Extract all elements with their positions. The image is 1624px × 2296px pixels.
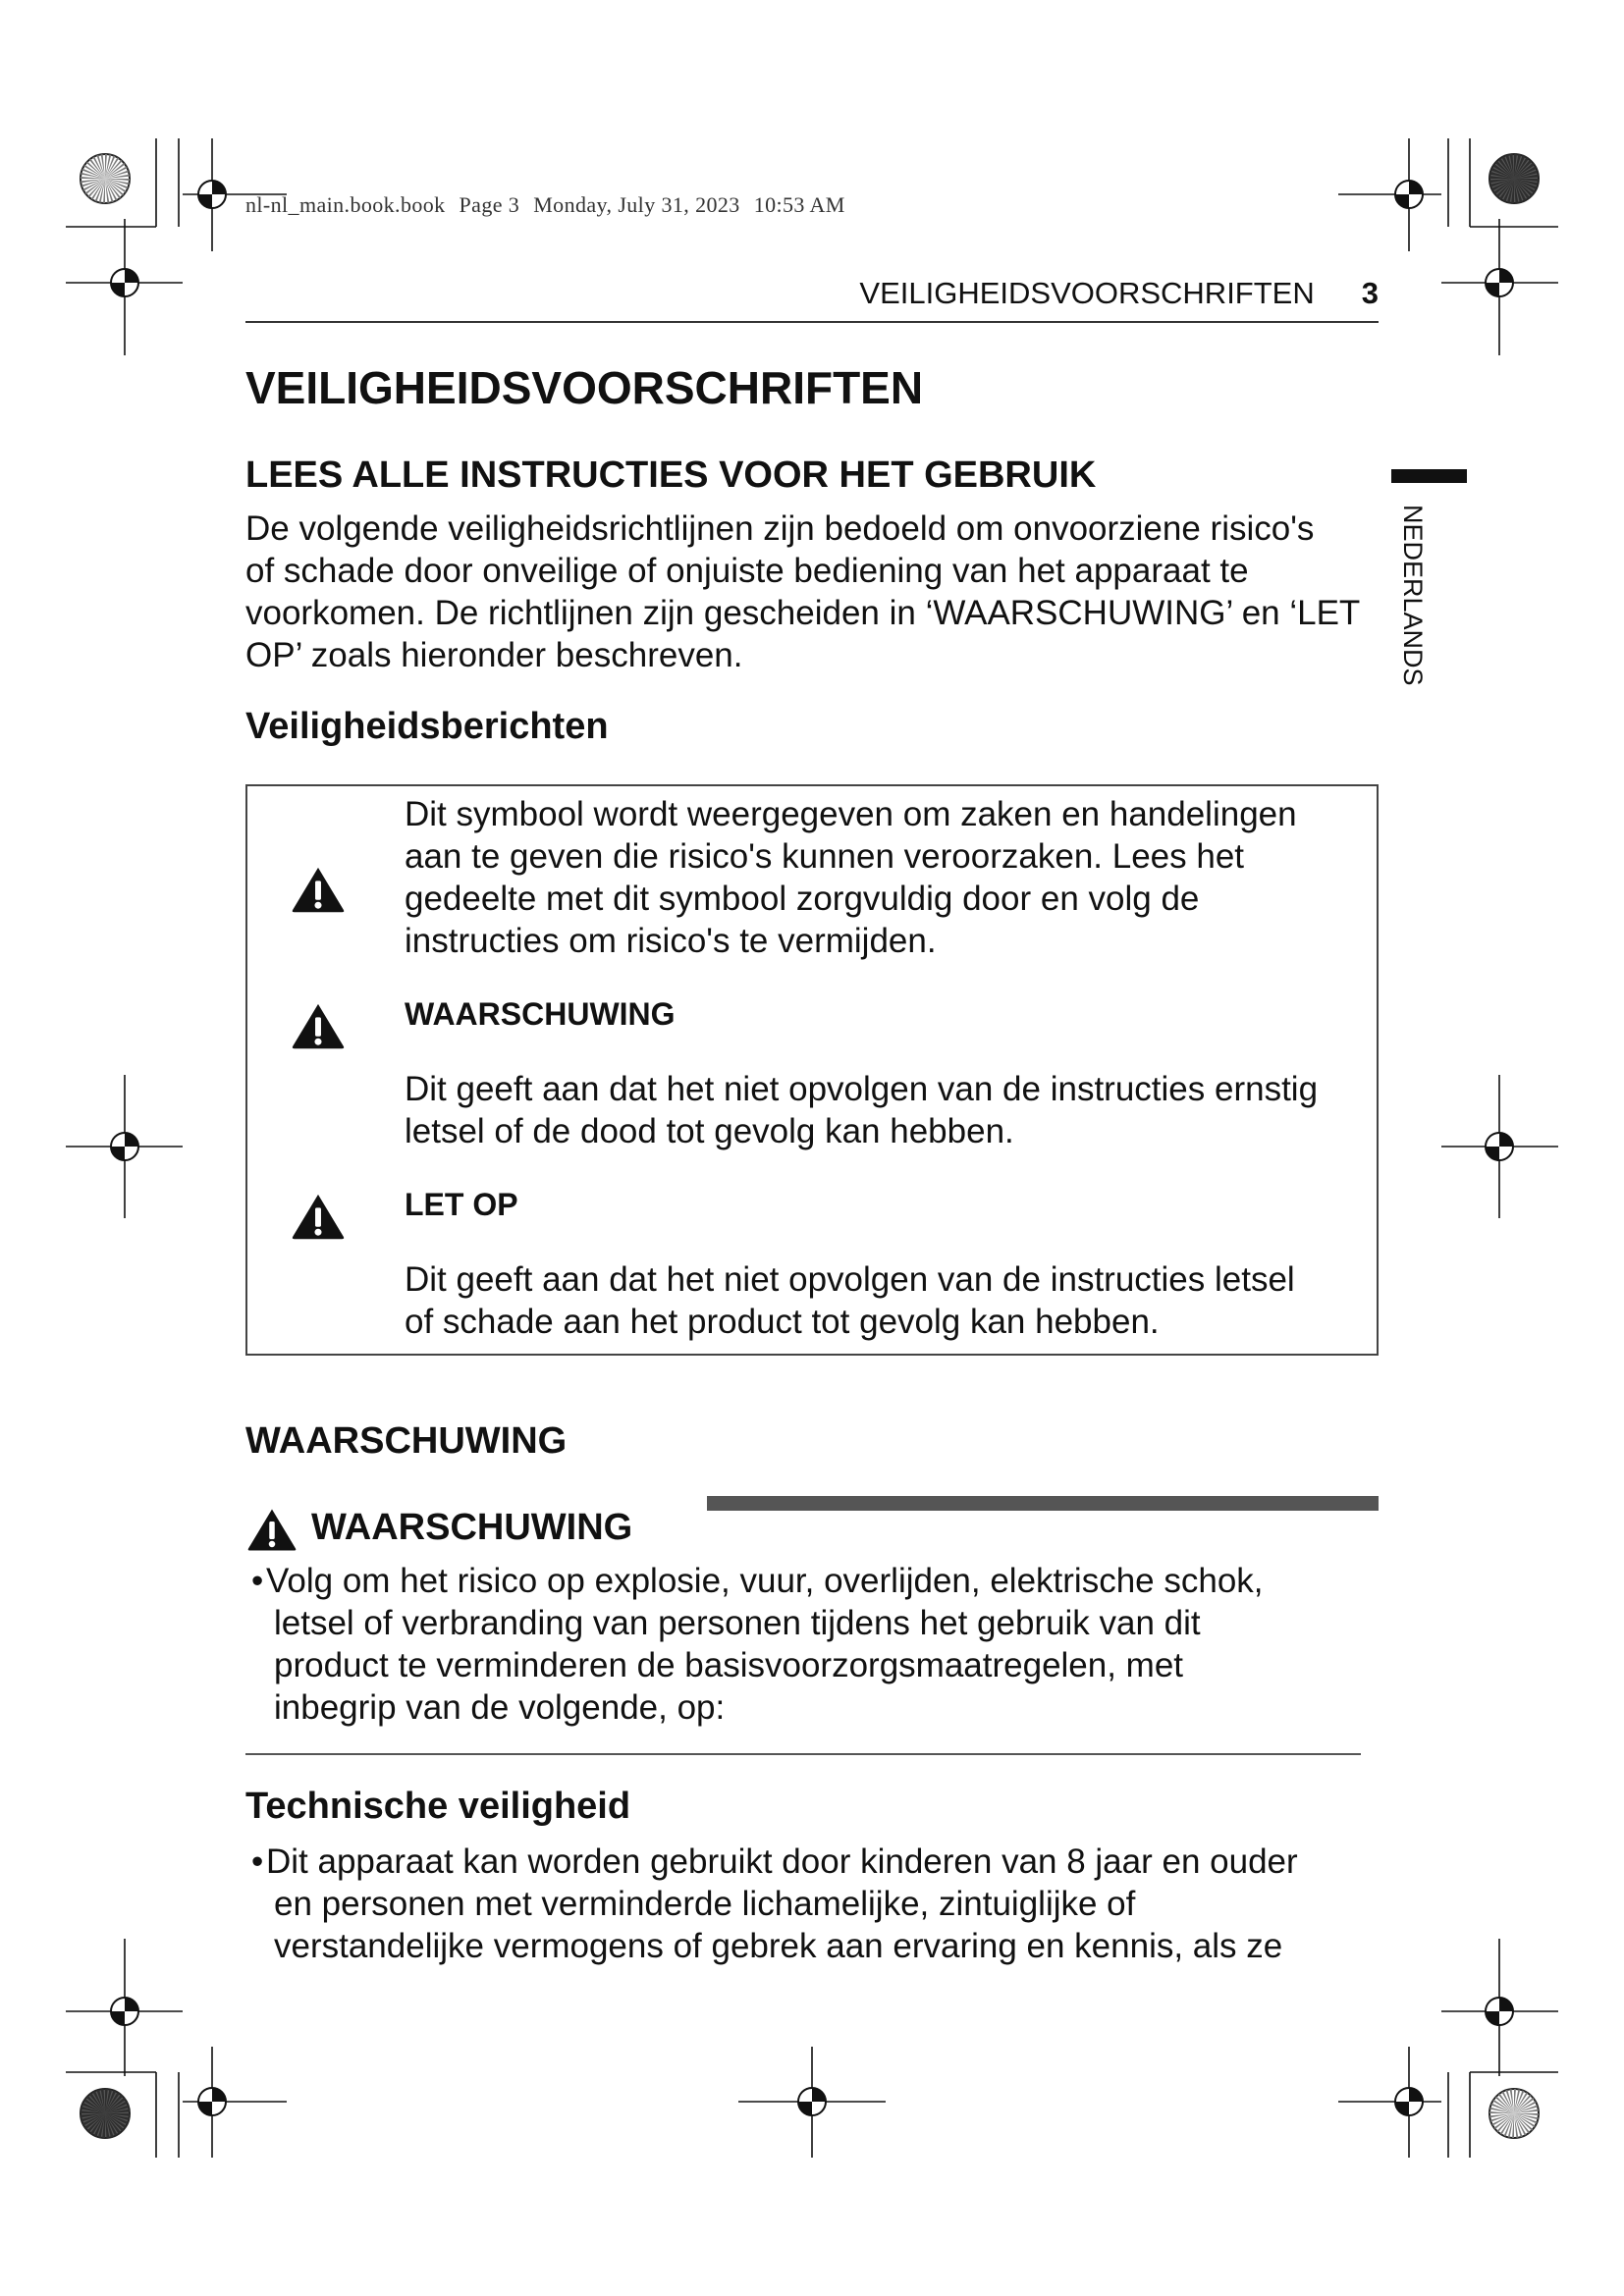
section-divider	[245, 1753, 1361, 1755]
crosshair-registration-mark	[1441, 219, 1558, 355]
warning-triangle-icon	[292, 866, 345, 913]
warning-section-heading: WAARSCHUWING	[245, 1420, 568, 1462]
print-slug-time: 10:53 AM	[753, 192, 845, 217]
warning-label: WAARSCHUWING	[405, 996, 676, 1032]
crosshair-registration-mark	[183, 2047, 287, 2158]
warning-bullet-list	[245, 1560, 1379, 1729]
starburst-registration-mark	[1489, 154, 1539, 203]
print-slug-date: Monday, July 31, 2023	[533, 192, 740, 217]
list-item-line: en personen met verminderde lichamelijke, zintuiglijke of	[274, 1885, 1136, 1923]
warning-triangle-icon	[292, 1002, 345, 1049]
language-tab-bar	[1391, 469, 1467, 483]
bullet: •	[251, 1562, 264, 1600]
crosshair-registration-mark	[66, 1939, 183, 2076]
list-item	[245, 1560, 1379, 1729]
message-line: of schade aan het product tot gevolg kan hebben.	[405, 1303, 1160, 1341]
intro-line: OP’ zoals hieronder beschreven.	[245, 636, 743, 674]
crosshair-registration-mark	[738, 2047, 886, 2158]
starburst-registration-mark	[81, 2089, 130, 2138]
list-item-line: Volg om het risico op explosie, vuur, overlijden, elektrische schok,	[266, 1562, 1264, 1600]
safety-messages-box	[245, 784, 1379, 1356]
message-line: Dit symbool wordt weergegeven om zaken en handelingen	[405, 795, 1297, 833]
safety-messages-heading: Veiligheidsberichten	[245, 706, 609, 747]
intro-line: voorkomen. De richtlijnen zijn gescheiden in ‘WAARSCHUWING’ en ‘LET	[245, 594, 1361, 632]
print-slug-file: nl-nl_main.book.book	[245, 192, 446, 217]
starburst-registration-mark	[1489, 2089, 1539, 2138]
intro-line: De volgende veiligheidsrichtlijnen zijn bedoeld om onvoorziene risico's	[245, 509, 1315, 548]
symbol-description	[405, 793, 1297, 962]
running-header	[859, 276, 1379, 311]
message-line: instructies om risico's te vermijden.	[405, 922, 937, 960]
list-item-line: verstandelijke vermogens of gebrek aan ervaring en kennis, als ze	[274, 1927, 1283, 1965]
warning-triangle-icon	[247, 1508, 297, 1551]
warning-triangle-icon	[292, 1193, 345, 1240]
crosshair-registration-mark	[1338, 2047, 1441, 2158]
caution-description	[405, 1258, 1295, 1343]
list-item-line: product te verminderen de basisvoorzorgsmaatregelen, met	[274, 1646, 1184, 1684]
warning-block-label: WAARSCHUWING	[311, 1507, 633, 1548]
print-slug-page: Page 3	[459, 192, 520, 217]
intro-paragraph	[245, 507, 1360, 676]
message-line: Dit geeft aan dat het niet opvolgen van de instructies letsel	[405, 1260, 1295, 1299]
section-subtitle: LEES ALLE INSTRUCTIES VOOR HET GEBRUIK	[245, 454, 1097, 496]
bullet: •	[251, 1842, 264, 1881]
message-line: Dit geeft aan dat het niet opvolgen van de instructies ernstig	[405, 1070, 1319, 1108]
warning-header-bar	[707, 1496, 1379, 1511]
list-item-line: letsel of verbranding van personen tijdens het gebruik van dit	[274, 1604, 1201, 1642]
language-tab-label: NEDERLANDS	[1398, 505, 1428, 686]
crosshair-registration-mark	[1441, 1939, 1558, 2076]
message-line: aan te geven die risico's kunnen veroorzaken. Lees het	[405, 837, 1245, 876]
intro-line: of schade door onveilige of onjuiste bediening van het apparaat te	[245, 552, 1249, 590]
starburst-registration-mark	[81, 154, 130, 203]
warning-description	[405, 1068, 1318, 1152]
technical-safety-heading: Technische veiligheid	[245, 1786, 631, 1827]
print-slug	[245, 192, 859, 218]
list-item-line: inbegrip van de volgende, op:	[274, 1688, 726, 1727]
crosshair-registration-mark	[1338, 138, 1441, 251]
list-item-line: Dit apparaat kan worden gebruikt door kinderen van 8 jaar en ouder	[266, 1842, 1298, 1881]
caution-label: LET OP	[405, 1187, 518, 1222]
header-rule	[245, 321, 1379, 323]
message-line: gedeelte met dit symbool zorgvuldig door en volg de	[405, 880, 1200, 918]
technical-bullet-list	[245, 1841, 1379, 1967]
crosshair-registration-mark	[66, 219, 183, 355]
crosshair-registration-mark	[1441, 1075, 1558, 1218]
message-line: letsel of de dood tot gevolg kan hebben.	[405, 1112, 1014, 1150]
crosshair-registration-mark	[66, 1075, 183, 1218]
page-title: VEILIGHEIDSVOORSCHRIFTEN	[245, 362, 924, 413]
running-header-title: VEILIGHEIDSVOORSCHRIFTEN	[859, 276, 1315, 310]
list-item	[245, 1841, 1379, 1967]
page-number: 3	[1361, 276, 1379, 310]
